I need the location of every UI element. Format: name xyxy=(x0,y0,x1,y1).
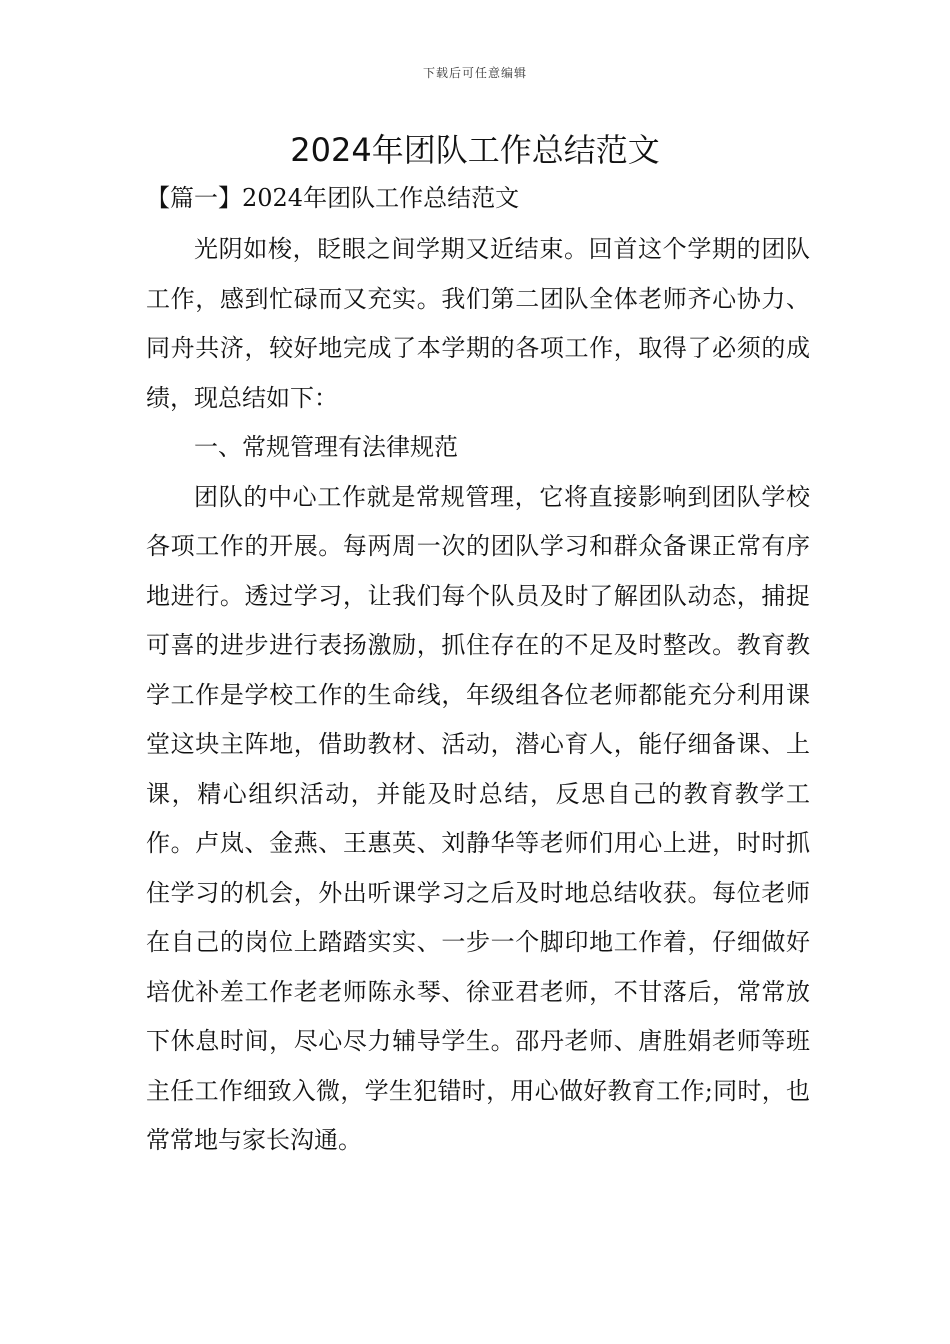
paragraph-routine-management: 团队的中心工作就是常规管理，它将直接影响到团队学校各项工作的开展。每两周一次的团队学习和群众备课正常有序地进行。透过学习，让我们每个队员及时了解团队动态，捕捉可喜的进步进行表扬激励，抓住存在的不足及时整改。教育教学工作是学校工作的生命线，年级组各位老师都能充分利用课堂这块主阵地，借助教材、活动，潜心育人，能仔细备课、上课，精心组织活动，并能及时总结，反思自己的教育教学工作。卢岚、金燕、王惠英、刘静华等老师们用心上进，时时抓住学习的机会，外出听课学习之后及时地总结收获。每位老师在自己的岗位上踏踏实实、一步一个脚印地工作着，仔细做好培优补差工作老老师陈永琴、徐亚君老师，不甘落后，常常放下休息时间，尽心尽力辅导学生。邵丹老师、唐胜娟老师等班主任工作细致入微，学生犯错时，用心做好教育工作;同时，也常常地与家长沟通。 xyxy=(146,482,810,1154)
subsection-heading: 一、常规管理有法律规范 xyxy=(194,433,458,461)
paragraph-intro: 光阴如梭，眨眼之间学期又近结束。回首这个学期的团队工作，感到忙碌而又充实。我们第二团队全体老师齐心协力、同舟共济，较好地完成了本学期的各项工作，取得了必须的成绩，现总结如下： xyxy=(146,235,810,412)
document-body xyxy=(146,225,810,1166)
section-heading: 【篇一】2024年团队工作总结范文 xyxy=(146,184,520,212)
document-title: 2024年团队工作总结范文 xyxy=(290,131,660,169)
page-header-note: 下载后可任意编辑 xyxy=(422,66,527,80)
